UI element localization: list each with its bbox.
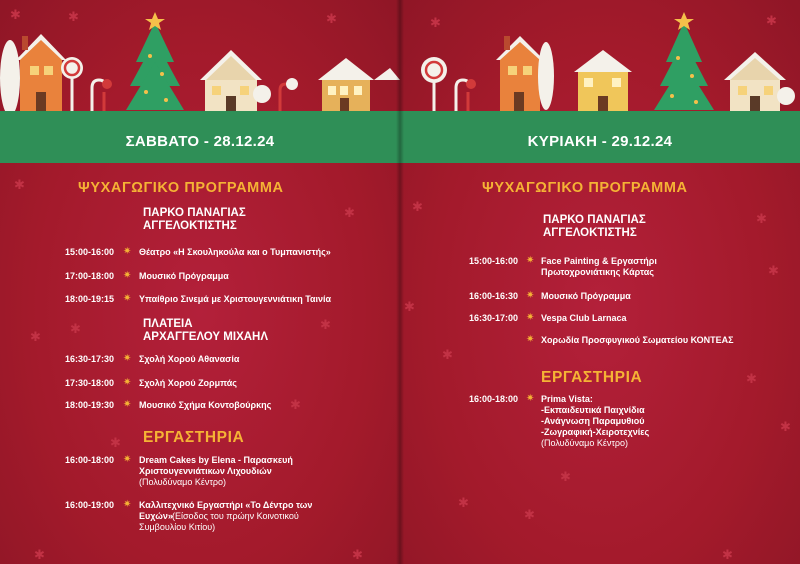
event-title: Vespa Club Larnaca: [541, 313, 627, 323]
snowflake-icon: ✱: [70, 321, 81, 336]
star-bullet-icon: ✷: [526, 290, 535, 301]
snowflake-icon: ✱: [110, 435, 121, 450]
event-title: Μουσικό Πρόγραμμα: [139, 271, 229, 281]
workshop-item: -Ζωγραφική-Χειροτεχνίες: [541, 427, 650, 437]
event-title: Υπαίθριο Σινεμά με Χριστουγεννιάτικη Ταινία: [139, 294, 332, 304]
star-bullet-icon: ✷: [123, 293, 132, 304]
snowflake-icon: ✱: [352, 547, 363, 562]
star-bullet-icon: ✷: [526, 255, 535, 266]
workshop-location: Συμβουλίου Κιτίου): [139, 522, 216, 532]
snowflake-icon: ✱: [458, 495, 469, 510]
star-bullet-icon: ✷: [526, 312, 535, 323]
page-fold: [396, 0, 404, 564]
workshop-title-line: Χριστουγεννιάτικων Λιχουδιών: [139, 466, 272, 476]
event-title: Θέατρο «Η Σκουληκούλα και ο Τυμπανιστής»: [139, 247, 331, 257]
star-bullet-icon: ✷: [123, 399, 132, 410]
event-time: 16:30-17:30: [64, 354, 114, 364]
event-title: Face Painting & Εργαστήρι: [541, 256, 657, 266]
workshop-item: -Εκπαιδευτικά Παιχνίδια: [541, 405, 645, 415]
workshop-location: (Πολυδύναμο Κέντρο): [541, 438, 629, 448]
snowflake-icon: ✱: [290, 397, 301, 412]
snowflake-icon: ✱: [34, 547, 45, 562]
event-time: 16:00-16:30: [468, 291, 518, 301]
workshop-time: 16:00-19:00: [64, 500, 114, 510]
sunday-page: [400, 0, 800, 564]
event-time: 15:00-16:00: [468, 256, 518, 266]
star-bullet-icon: ✷: [123, 353, 132, 364]
snowflake-icon: ✱: [524, 507, 535, 522]
event-time: 17:00-18:00: [64, 271, 114, 281]
snowflake-icon: ✱: [766, 13, 777, 28]
snowflake-icon: ✱: [768, 263, 779, 278]
venue-heading: ΠΑΡΚΟ ΠΑΝΑΓΙΑΣ ΑΓΓΕΛΟΚΤΙΣΤΗΣ: [143, 207, 246, 232]
snowflake-icon: ✱: [780, 419, 791, 434]
day-title: ΚΥΡΙΑΚΗ - 29.12.24: [527, 133, 673, 150]
venue-heading: ΠΛΑΤΕΙΑ ΑΡΧΑΓΓΕΛΟΥ ΜΙΧΑΗΛ: [143, 318, 269, 343]
workshop-title-line: Καλλιτεχνικό Εργαστήρι «Το Δέντρο των: [139, 500, 313, 510]
event-title: Πρωτοχρονιάτικης Κάρτας: [541, 267, 654, 277]
workshop-location: (Πολυδύναμο Κέντρο): [139, 477, 227, 487]
workshop-location: (Είσοδος του πρώην Κοινοτικού: [172, 511, 299, 521]
event-title: Χορωδία Προσφυγικού Σωματείου ΚΟΝΤΕΑΣ: [541, 335, 734, 345]
snowflake-icon: ✱: [320, 317, 331, 332]
star-bullet-icon: ✷: [526, 393, 535, 404]
workshop-time: 16:00-18:00: [64, 455, 114, 465]
snowflake-icon: ✱: [746, 371, 757, 386]
star-bullet-icon: ✷: [123, 270, 132, 281]
snowflake-icon: ✱: [430, 15, 441, 30]
star-bullet-icon: ✷: [123, 246, 132, 257]
workshop-title-line: Dream Cakes by Elena - Παρασκευή: [139, 455, 293, 465]
workshop-title-line: Prima Vista:: [541, 394, 593, 404]
star-bullet-icon: ✷: [123, 499, 132, 510]
event-time: 18:00-19:30: [64, 400, 114, 410]
event-time: 15:00-16:00: [64, 247, 114, 257]
entertainment-section-title: ΨΥΧΑΓΩΓΙΚΟ ΠΡΟΓΡΑΜΜΑ: [482, 180, 688, 196]
star-bullet-icon: ✷: [123, 377, 132, 388]
snowflake-icon: ✱: [442, 347, 453, 362]
event-time: 17:30-18:00: [64, 378, 114, 388]
snowflake-icon: ✱: [404, 299, 415, 314]
snowflake-icon: ✱: [14, 177, 25, 192]
snowflake-icon: ✱: [344, 205, 355, 220]
snowflake-icon: ✱: [412, 199, 423, 214]
entertainment-section-title: ΨΥΧΑΓΩΓΙΚΟ ΠΡΟΓΡΑΜΜΑ: [78, 180, 284, 196]
snowflake-icon: ✱: [722, 547, 733, 562]
venue-heading: ΠΑΡΚΟ ΠΑΝΑΓΙΑΣ ΑΓΓΕΛΟΚΤΙΣΤΗΣ: [543, 214, 646, 239]
event-time: 16:30-17:00: [468, 313, 518, 323]
workshops-section-title: ΕΡΓΑΣΤΗΡΙΑ: [541, 369, 643, 386]
workshop-title-line: Ευχών»: [139, 511, 173, 521]
star-bullet-icon: ✷: [123, 454, 132, 465]
event-title: Μουσικό Πρόγραμμα: [541, 291, 631, 301]
event-title: Σχολή Χορού Αθανασία: [139, 354, 240, 364]
workshop-item: -Ανάγνωση Παραμυθιού: [541, 416, 645, 426]
star-bullet-icon: ✷: [526, 334, 535, 345]
snowflake-icon: ✱: [326, 11, 337, 26]
workshops-section-title: ΕΡΓΑΣΤΗΡΙΑ: [143, 429, 245, 446]
snowflake-icon: ✱: [560, 469, 571, 484]
snowflake-icon: ✱: [30, 329, 41, 344]
event-time: 18:00-19:15: [64, 294, 114, 304]
workshop-time: 16:00-18:00: [468, 394, 518, 404]
snowflake-icon: ✱: [10, 7, 21, 22]
event-title: Μουσικό Σχήμα Κοντοβούρκης: [139, 400, 272, 410]
day-title: ΣΑΒΒΑΤΟ - 28.12.24: [125, 133, 275, 150]
snowflake-icon: ✱: [68, 9, 79, 24]
snowflake-icon: ✱: [756, 211, 767, 226]
event-title: Σχολή Χορού Ζορμπάς: [139, 378, 237, 388]
